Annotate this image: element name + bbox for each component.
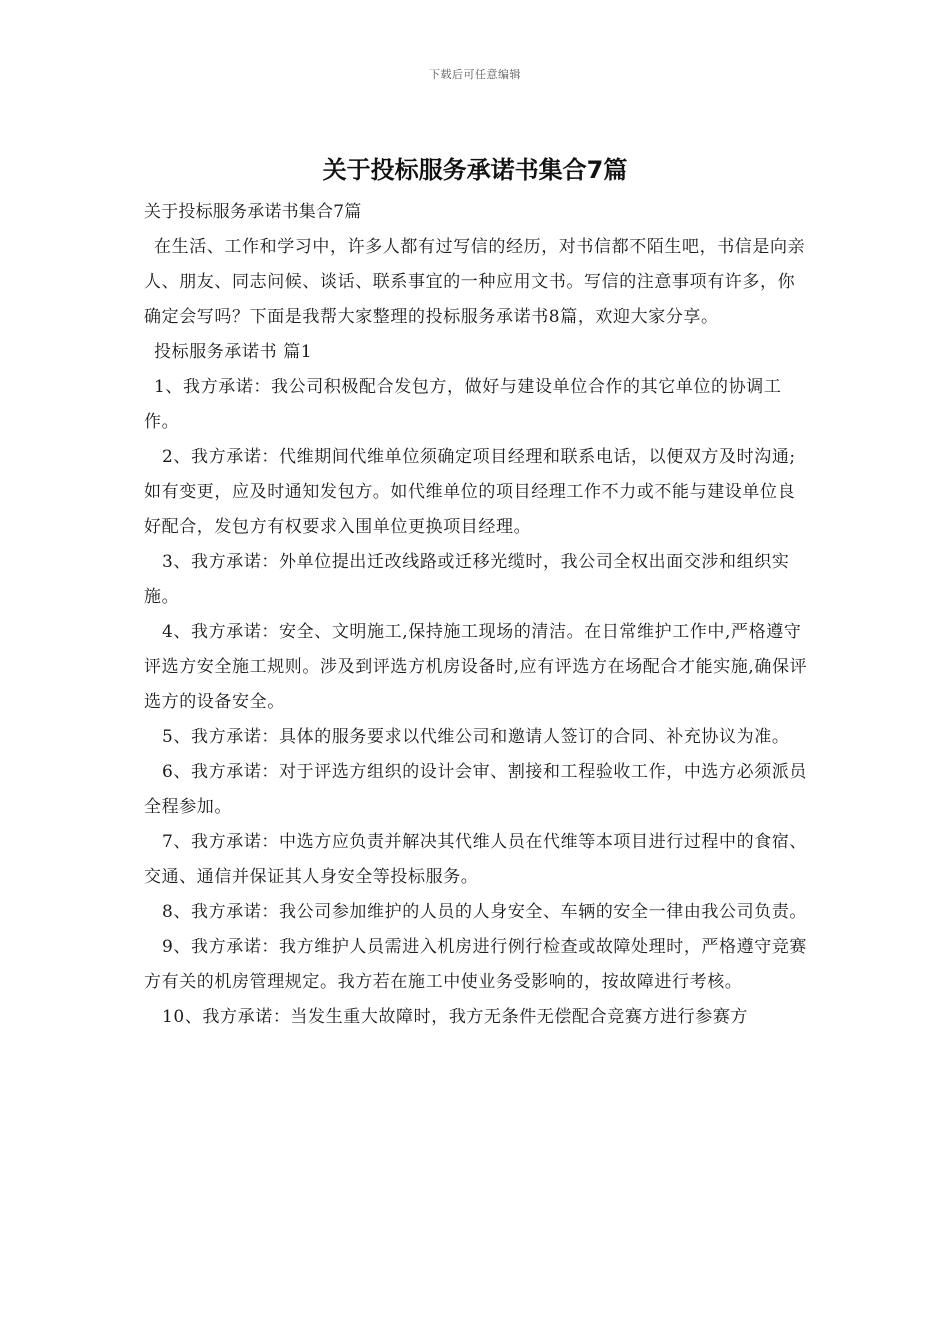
commitment-item-9: 9、我方承诺：我方维护人员需进入机房进行例行检查或故障处理时，严格遵守竞赛方有关的机房管理规定。我方若在施工中使业务受影响的，按故障进行考核。 [144,937,808,992]
section-heading: 投标服务承诺书 篇1 [154,342,313,362]
header-note: 下载后可任意编辑 [429,68,521,81]
commitment-item-5: 5、我方承诺：具体的服务要求以代维公司和邀请人签订的合同、补充协议为准。 [162,727,790,747]
document-title: 关于投标服务承诺书集合7篇 [322,156,628,184]
commitment-item-1: 1、我方承诺：我公司积极配合发包方，做好与建设单位合作的其它单位的协调工作。 [144,377,782,432]
commitment-item-7: 7、我方承诺：中选方应负责并解决其代维人员在代维等本项目进行过程中的食宿、交通、通信并保证其人身安全等投标服务。 [144,832,808,887]
commitment-item-3: 3、我方承诺：外单位提出迁改线路或迁移光缆时，我公司全权出面交涉和组织实施。 [144,552,790,607]
commitment-item-10: 10、我方承诺：当发生重大故障时，我方无条件无偿配合竞赛方进行参赛方 [162,1007,749,1027]
intro-paragraph: 在生活、工作和学习中，许多人都有过写信的经历，对书信都不陌生吧，书信是向亲人、朋友、同志问候、谈话、联系事宜的一种应用文书。写信的注意事项有许多，你确定会写吗？下面是我帮大家整理的投标服务承诺书8篇，欢迎大家分享。 [144,237,806,327]
document-body [144,195,809,1035]
commitment-item-2: 2、我方承诺：代维期间代维单位须确定项目经理和联系电话，以便双方及时沟通;如有变更，应及时通知发包方。如代维单位的项目经理工作不力或不能与建设单位良好配合，发包方有权要求入围单位更换项目经理。 [144,447,796,537]
commitment-item-4: 4、我方承诺：安全、文明施工,保持施工现场的清洁。在日常维护工作中,严格遵守评选方安全施工规则。涉及到评选方机房设备时,应有评选方在场配合才能实施,确保评选方的设备安全。 [144,622,808,712]
commitment-item-6: 6、我方承诺：对于评选方组织的设计会审、割接和工程验收工作，中选方必须派员全程参加。 [144,762,808,817]
document-subtitle: 关于投标服务承诺书集合7篇 [144,202,362,222]
commitment-item-8: 8、我方承诺：我公司参加维护的人员的人身安全、车辆的安全一律由我公司负责。 [162,902,808,922]
